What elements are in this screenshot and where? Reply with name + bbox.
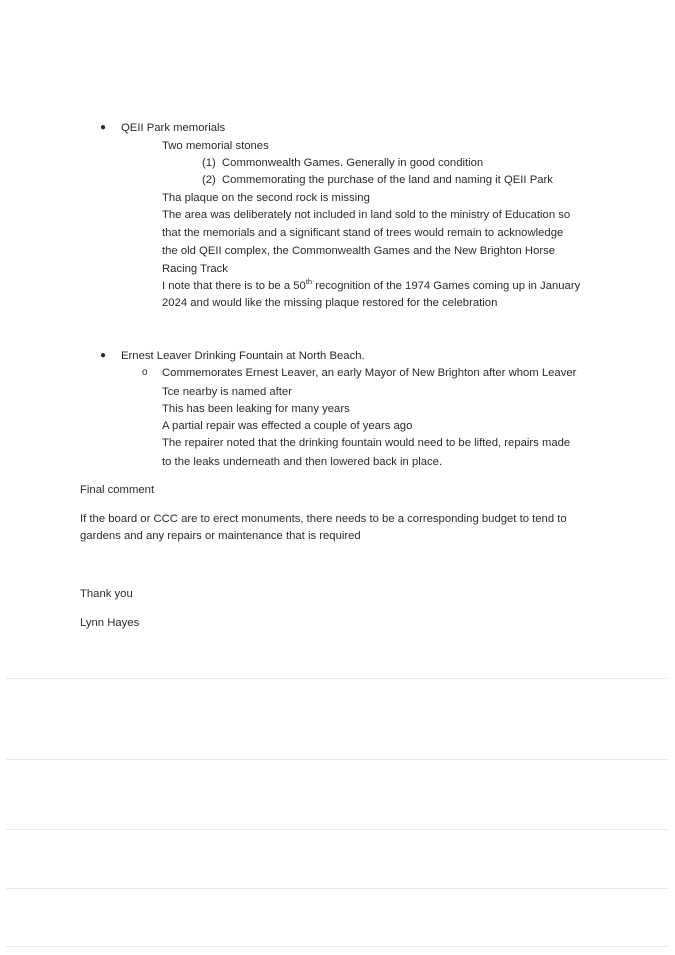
scan-artifact-line — [6, 946, 668, 947]
note-text: I note that there is to be a 50 — [162, 280, 306, 292]
scan-artifact-line — [6, 759, 668, 760]
bullet-icon: ● — [100, 350, 107, 361]
paragraph-line: Racing Track — [162, 263, 228, 275]
section1-sub: Two memorial stones — [162, 140, 269, 152]
paragraph-line: Tha plaque on the second rock is missing — [162, 192, 370, 204]
paragraph-line: The area was deliberately not included in land sold to the ministry of Education so — [162, 209, 571, 221]
scan-artifact-line — [6, 678, 668, 679]
ordinal-suffix: th — [305, 277, 313, 287]
paragraph-line: 2024 and would like the missing plaque restored for the celebration — [162, 297, 498, 309]
scan-artifact-line — [6, 888, 668, 889]
paragraph-line: gardens and any repairs or maintenance that is required — [80, 530, 361, 542]
list-number: (1) — [202, 157, 216, 169]
paragraph-line: Commemorates Ernest Leaver, an early Mayor of New Brighton after whom Leaver — [162, 367, 577, 379]
paragraph-line: the old QEII complex, the Commonwealth Games and the New Brighton Horse — [162, 245, 556, 257]
closing-thanks: Thank you — [80, 588, 133, 600]
final-heading: Final comment — [80, 484, 155, 496]
paragraph-line: to the leaks underneath and then lowered back in place. — [162, 456, 443, 468]
list-number: (2) — [202, 174, 216, 186]
sub-bullet-marker: o — [142, 367, 148, 378]
list-item: Commonwealth Games. Generally in good condition — [222, 157, 484, 169]
bullet-icon: ● — [100, 122, 107, 133]
section2-heading: Ernest Leaver Drinking Fountain at North Beach. — [121, 350, 365, 362]
note-text: recognition of the 1974 Games coming up in January — [312, 280, 581, 292]
section1-heading: QEII Park memorials — [121, 122, 226, 134]
paragraph-line: The repairer noted that the drinking fountain would need to be lifted, repairs made — [162, 437, 571, 449]
paragraph-line: A partial repair was effected a couple of years ago — [162, 420, 413, 432]
paragraph-line: that the memorials and a significant stand of trees would remain to acknowledge — [162, 227, 564, 239]
paragraph-line: If the board or CCC are to erect monuments, there needs to be a corresponding budget to tend to — [80, 513, 567, 525]
signature-name: Lynn Hayes — [80, 617, 140, 629]
paragraph-line: Tce nearby is named after — [162, 386, 292, 398]
paragraph-line — [162, 279, 580, 293]
paragraph-line: This has been leaking for many years — [162, 403, 350, 415]
scan-artifact-line — [6, 829, 668, 830]
list-item: Commemorating the purchase of the land and naming it QEII Park — [222, 174, 553, 186]
